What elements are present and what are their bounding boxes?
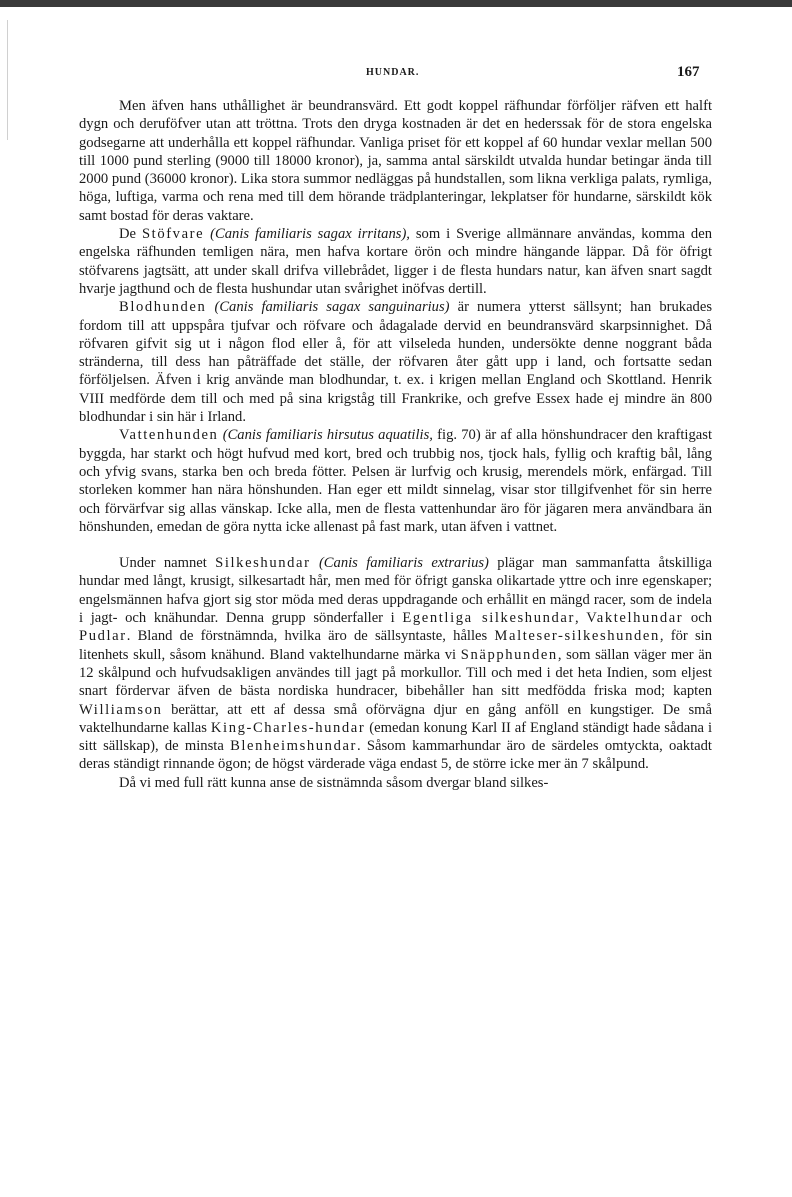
- running-head-title: HUNDAR.: [366, 67, 420, 78]
- spaced-term: Silkeshundar: [215, 555, 311, 572]
- spaced-term: Malteser-silkeshunden: [494, 628, 660, 645]
- page-top-border: [0, 0, 792, 7]
- spaced-term: Blodhunden: [119, 299, 207, 316]
- text-run: (emedan konung Karl II af England ständigt hade sådana i sitt sällskap), de minsta: [79, 719, 712, 755]
- spaced-term: Stöfvare: [141, 226, 205, 243]
- text-run: fig. 70) är af alla hönshundracer den kraftigast byggda, har starkt och högt hufvud med kort, bred och trubbig nos, tjock hals, fyllig och kraftig bål, lång och yfvig svans, starka ben och breda fötter. Pelsen är lurfvig och krusig, merendels mörk, enfärgad. Till storleken kommer han nära hönshunden. Han eger ett mildt sinnelag, visar stor tillgifvenhet för sin herre och förvärfvar sig allas vänskap. Icke alla, men de flesta vattenhundar äro för jägaren mera användbara än hönshunden, emedan de göra nytta icke allenast på fast mark, utan äfven i vattnet.: [79, 427, 712, 535]
- text-run: ,: [574, 610, 587, 627]
- spaced-term: Vattenhunden: [119, 427, 219, 444]
- latin-name: (Canis familiaris sagax sanguinarius): [214, 299, 450, 316]
- paragraph: [79, 426, 712, 536]
- paragraph: [79, 97, 712, 225]
- spaced-term: Egentliga silkeshundar: [402, 610, 575, 627]
- paragraph: [79, 298, 712, 426]
- spaced-term: Williamson: [79, 701, 163, 718]
- running-header: [0, 64, 792, 84]
- text-run: som i Sverige allmännare användas, komma den engelska räfhunden temligen nära, men hafva kortare örön och mindre hängande läppar. Då för öfrigt stöfvarens jagtsätt, att under skall drifva villebrådet, ligger i de flesta hundars natur, kan äfven snart sagdt hvarje jagthund och de flesta hushundar utan svårighet inöfvas dertill.: [79, 226, 713, 297]
- body-text: [79, 97, 712, 792]
- latin-name: (Canis familiaris sagax irritans),: [210, 226, 410, 243]
- latin-name: (Canis familiaris hirsutus aquatilis,: [222, 427, 433, 444]
- text-run: Men äfven hans uthållighet är beundransvärd. Ett godt koppel räfhundar förföljer räfven ett halft dygn och deruföfver utan att tröttna. Trots den dryga kostnaden är det en hederssak för de stora engelska godsegarne att underhålla ett koppel räfhundar. Vanliga priset för ett koppel af 60 hundar vexlar mellan 500 till 1000 pund sterling (9000 till 18000 kronor), ja, samma antal särskildt utvalda hundar betingar ända till 2000 pund (36000 kronor). Lika stora summor nedläggas på hundstallen, som likna verkliga palats, rymliga, höga, luftiga, varma och rena med till dem hörande trädplanteringar, lekplatser för hundarne, särskildt kök samt bostad för deras vaktare.: [79, 98, 712, 224]
- latin-name: (Canis familiaris extrarius): [318, 555, 489, 572]
- spaced-term: Blenheimshundar: [230, 738, 358, 755]
- text-run: och: [683, 610, 712, 627]
- spaced-term: Vaktelhundar: [586, 610, 684, 627]
- text-run: [311, 555, 319, 571]
- text-run: berättar, att ett af dessa små oförvägna djur en gång anföll en kungstiger. De små vaktelhundarne kallas: [79, 701, 712, 736]
- paragraph: [79, 554, 712, 774]
- paragraph: [79, 774, 712, 792]
- text-run: Då vi med full rätt kunna anse de sistnämnda såsom dvergar bland silkes-: [119, 774, 549, 791]
- spaced-term: King-Charles-hundar: [210, 719, 366, 736]
- text-run: plägar man sammanfatta åtskilliga hundar med långt, krusigt, silkesartadt hår, men med för öfrigt ganska olikartade yttre och inre egenskaper; engelsmännen hafva gjort sig stor möda med deras uppdragande och erhållit en mängd racer, som de indela i jagt- och knähundar. Denna grupp sönderfaller i: [79, 555, 712, 627]
- spaced-term: Snäpphunden: [460, 646, 558, 663]
- text-run: är numera ytterst sällsynt; han brukades fordom till att uppspåra tjufvar och röfvare och ådagalade dervid en beundransvärd skarpsinnighet. Då röfvaren gifvit sig ut i någon flod eller å, för att vilseleda hunden, undersökte denne noggrant båda stränderna, till dess han påträffade det ställe, der röfvaren åter gått upp i land, och fortsatte sedan förföljelsen. Äfven i krig använde man blodhundar, t. ex. i krigen mellan England och Skottland. Henrik VIII medförde dem till och med på sina krigståg till Frankrike, och grefve Essex hade ej mindre än 800 blodhundar i sin här i Irland.: [79, 299, 713, 426]
- text-run: Under namnet: [119, 555, 216, 572]
- text-run: , som sällan väger mer än 12 skålpund och hufvudsakligen användes till jagt på morkullor. Till och med i det heta Indien, som eljest snart fördervar äfven de bästa nordiska hundracer, bibehåller han sitt medfödda friska mod; kapten: [79, 646, 712, 700]
- text-run: . Såsom kammarhundar äro de särdeles omtyckta, oaktadt deras ständigt rinnande ögon; de högst värderade väga endast 5, de större icke mer än 7 skålpund.: [79, 738, 712, 773]
- page-number: 167: [677, 64, 700, 80]
- text-run: , för sin litenhets skull, såsom knähund. Bland vaktelhundarne märka vi: [79, 628, 712, 663]
- text-run: . Bland de förstnämnda, hvilka äro de sällsyntaste, hålles: [126, 628, 495, 645]
- paragraph: [79, 225, 712, 298]
- spaced-term: Pudlar: [79, 628, 127, 645]
- text-run: De: [119, 226, 142, 243]
